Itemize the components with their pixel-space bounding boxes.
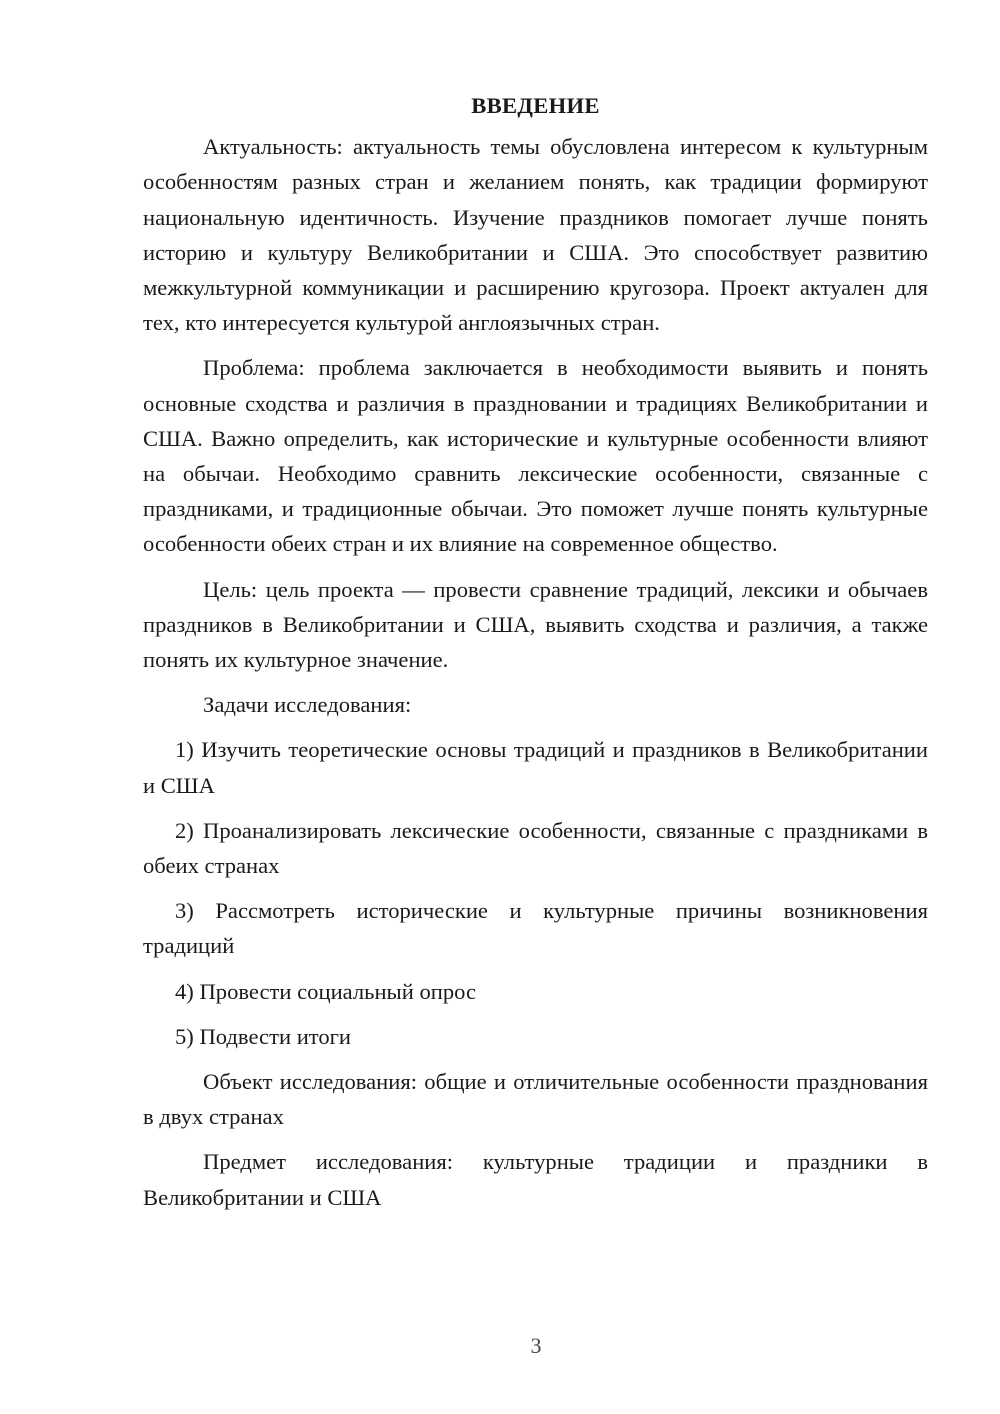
task-item-3: 3) Рассмотреть исторические и культурные причины возникновения традиций [143, 898, 928, 959]
paragraph-subject: Предмет исследования: культурные традиции и праздники в Великобритании и США [143, 1149, 928, 1210]
task-item-4: 4) Провести социальный опрос [175, 978, 477, 1004]
document-page [143, 88, 928, 1225]
task-item-5: 5) Подвести итоги [175, 1023, 352, 1049]
paragraph-goal: Цель: цель проекта — провести сравнение традиций, лексики и обычаев праздников в Великобритании и США, выявить сходства и различия, а также понять их культурное значение. [143, 576, 928, 673]
tasks-heading: Задачи исследования: [203, 692, 412, 718]
task-item-1: 1) Изучить теоретические основы традиций и праздников в Великобритании и США [143, 737, 928, 798]
page-number: 3 [530, 1333, 542, 1358]
page-title: ВВЕДЕНИЕ [471, 93, 600, 118]
paragraph-object: Объект исследования: общие и отличительные особенности празднования в двух странах [143, 1069, 928, 1130]
paragraph-problem: Проблема: проблема заключается в необходимости выявить и понять основные сходства и различия в праздновании и традициях Великобритании и США. Важно определить, как исторические и культурные особенности влияют на обычаи. Необходимо сравнить лексические особенности, связанные с праздниками, и традиционные обычаи. Это поможет лучше понять культурные особенности обеих стран и их влияние на современное общество. [143, 355, 928, 557]
task-item-2: 2) Проанализировать лексические особенности, связанные с праздниками в обеих странах [143, 817, 928, 879]
paragraph-relevance: Актуальность: актуальность темы обусловлена интересом к культурным особенностям разных стран и желанием понять, как традиции формируют национальную идентичность. Изучение праздников помогает лучше понять историю и культуру Великобритании и США. Это способствует развитию межкультурной коммуникации и расширению кругозора. Проект актуален для тех, кто интересуется культурой англоязычных стран. [143, 134, 928, 336]
